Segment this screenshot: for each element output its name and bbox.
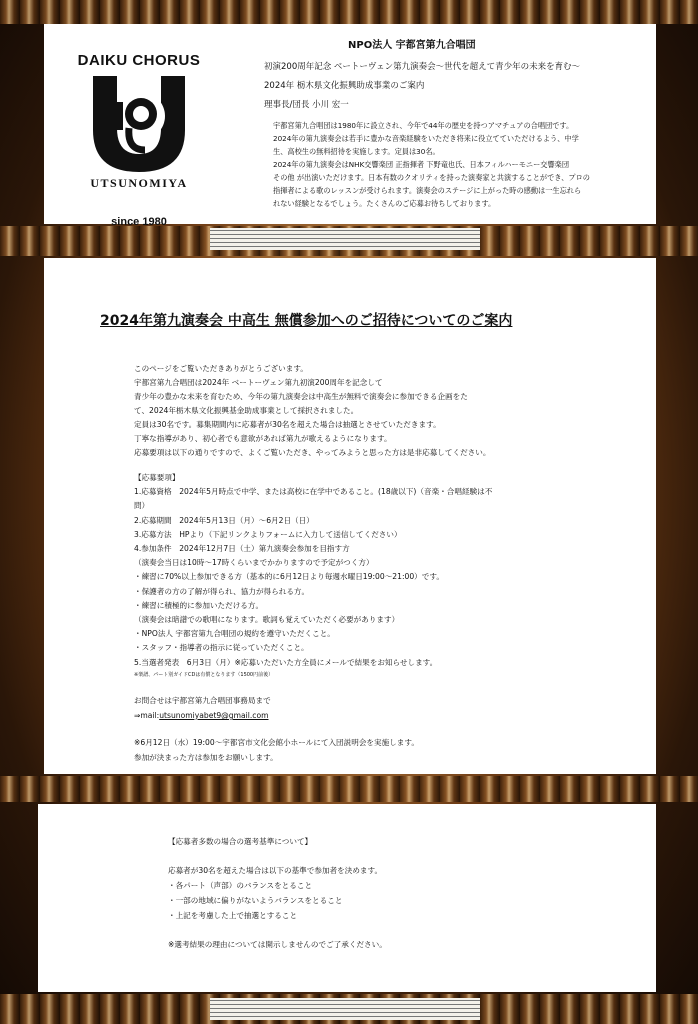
- contact-line: [134, 708, 271, 723]
- contact-info: [134, 693, 271, 723]
- body-line: 丁寧な指導があり、初心者でも意欲があれば第九が歌えるようになります。: [134, 434, 392, 443]
- requirement-line: （演奏会は暗譜での歌唱になります。歌詞も覚えていただく必要があります）: [134, 615, 400, 625]
- hall-background-top: [0, 0, 698, 24]
- chorus-emblem-icon: [83, 68, 195, 176]
- grant-notice: 2024年 栃木県文化振興助成事業のご案内: [264, 81, 425, 91]
- selection-criteria: [168, 834, 387, 952]
- selection-line: 応募者が30名を超えた場合は以下の基準で参加者を決めます。: [168, 866, 383, 875]
- requirement-line: ・スタッフ・指導者の指示に従っていただくこと。: [134, 643, 309, 653]
- organization-intro: [273, 119, 643, 210]
- briefing-notice: [134, 735, 419, 765]
- requirement-line: 1.応募資格 2024年5月時点で中学、または高校に在学中であること。(18歳以下)（音楽・合唱経験は不: [134, 487, 493, 497]
- intro-line: その他 が出演いただけます。日本有数のクオリティを持った演奏家と共演することができ、プロの: [273, 173, 590, 182]
- logo-since: since 1980: [111, 216, 167, 228]
- body-line: 定員は30名です。募集期間内に応募者が30名を超えた場合は抽選とさせていただきます。: [134, 420, 441, 429]
- selection-panel: [38, 804, 656, 992]
- body-line: 青少年の豊かな未来を育むため、今年の第九演奏会は中高生が無料で演奏会に参加できる企画をた: [134, 392, 468, 401]
- selection-line: ・上記を考慮した上で抽選とすること: [168, 911, 298, 920]
- logo-top-text: DAIKU CHORUS: [77, 52, 201, 69]
- selection-footer: ※選考結果の理由については開示しませんのでご了承ください。: [168, 940, 387, 949]
- intro-line: れない経験となるでしょう。たくさんのご応募お待ちしております。: [273, 199, 496, 208]
- selection-line: ・各パート（声部）のバランスをとること: [168, 881, 313, 890]
- requirement-line: 問）: [134, 501, 150, 511]
- invitation-panel: [44, 258, 656, 774]
- invitation-title: 2024年第九演奏会 中高生 無償参加へのご招待についてのご案内: [100, 313, 513, 329]
- chorus-logo: [64, 52, 214, 228]
- intro-line: 指揮者による歌のレッスンが受けられます。演奏会のステージに上がった時の感動は一生忘れら: [273, 186, 582, 195]
- body-line: このページをご覧いただきありがとうございます。: [134, 364, 308, 373]
- organization-name: NPO法人 宇都宮第九合唱団: [348, 40, 476, 51]
- event-subtitle: 初演200周年記念 ベートーヴェン第九演奏会～世代を超えて青少年の未来を育む～: [264, 62, 581, 72]
- intro-line: 2024年の第九演奏会はNHK交響楽団 正指揮者 下野竜也氏、日本フィルハーモニー交響楽団: [273, 160, 570, 169]
- requirement-line: 2.応募期間 2024年5月13日（月）～6月2日（日）: [134, 515, 314, 525]
- requirement-line: 4.参加条件 2024年12月7日（土）第九演奏会参加を目指す方: [134, 544, 350, 554]
- logo-bottom-text: UTSUNOMIYA: [90, 176, 188, 190]
- briefing-line: ※6月12日（水）19:00～宇都宮市文化会館小ホールにて入団説明会を実施します。: [134, 738, 419, 747]
- requirement-line: ・練習に積極的に参加いただける方。: [134, 600, 264, 610]
- body-line: 応募要項は以下の通りですので、よくご覧いただき、やってみようと思った方は是非応募してください。: [134, 448, 491, 457]
- body-line: て、2024年栃木県文化振興基金助成事業として採択されました。: [134, 406, 359, 415]
- intro-line: 2024年の第九演奏会は若手に豊かな音楽経験をいただき将来に役立てていただけるよう、中学: [273, 134, 579, 143]
- requirement-line: ・練習に70%以上参加できる方（基本的に6月12日より毎週水曜日19:00～21:00）です。: [134, 572, 444, 582]
- contact-label: お問合せは宇都宮第九合唱団事務局まで: [134, 696, 271, 705]
- requirement-line: ・NPO法人 宇都宮第九合唱団の規約を遵守いただくこと。: [134, 629, 335, 639]
- contact-prefix: ⇒mail:: [134, 711, 160, 720]
- invitation-body: [134, 362, 554, 460]
- selection-heading: 【応募者多数の場合の選考基準について】: [168, 837, 313, 846]
- hall-background-lower: [0, 776, 698, 802]
- contact-email-link[interactable]: utsunomiyabet9@gmail.com: [159, 711, 269, 720]
- director-name: 理事長/団長 小川 宏一: [264, 100, 349, 110]
- application-requirements: [134, 471, 554, 680]
- intro-line: 生、高校生の無料招待を実施します。定員は30名。: [273, 147, 440, 156]
- fine-print: ※楽譜、パート別ガイドCDは有償となります（1500円前後）: [134, 671, 274, 678]
- header-panel: [44, 24, 656, 228]
- intro-line: 宇都宮第九合唱団は1980年に設立され、今年で44年の歴史を持つアマチュアの合唱団です。: [273, 121, 574, 130]
- music-score-strip-bottom: [210, 998, 480, 1020]
- requirement-line: 5.当選者発表 6月3日（月）※応募いただいた方全員にメールで結果をお知らせします。: [134, 657, 438, 667]
- body-line: 宇都宮第九合唱団は2024年 ベートーヴェン第九初演200周年を記念して: [134, 378, 383, 387]
- requirement-line: 3.応募方法 HPより（下記リンクよりフォームに入力して送信してください）: [134, 529, 402, 539]
- requirement-line: 【応募要項】: [134, 473, 180, 482]
- briefing-line: 参加が決まった方は参加をお願いします。: [134, 753, 278, 762]
- selection-line: ・一部の地域に偏りがないようバランスをとること: [168, 896, 343, 905]
- music-score-strip: [210, 228, 480, 250]
- requirement-line: ・保護者の方の了解が得られ、協力が得られる方。: [134, 586, 310, 596]
- requirement-line: （演奏会当日は10時～17時くらいまでかかりますので予定がつく方）: [134, 558, 374, 568]
